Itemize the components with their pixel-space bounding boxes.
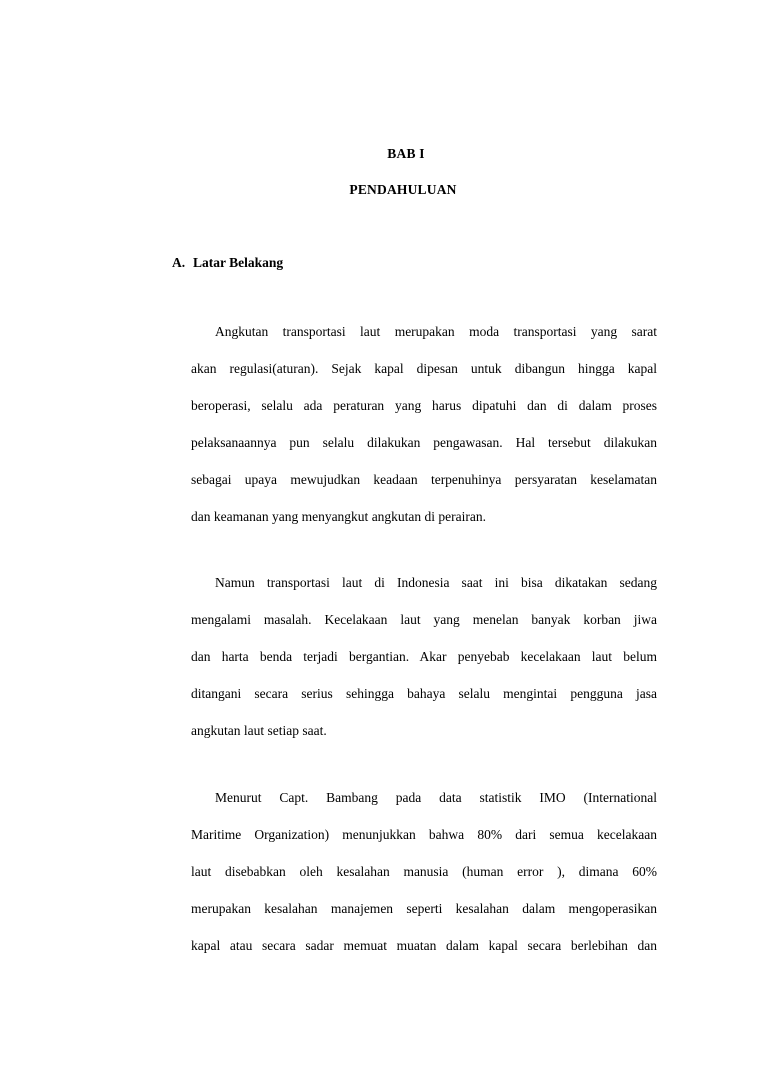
paragraph-line: merupakan kesalahan manajemen seperti kesalahan dalam mengoperasikan [191, 901, 657, 916]
paragraph-line: beroperasi, selalu ada peraturan yang harus dipatuhi dan di dalam proses [191, 398, 657, 413]
paragraph-line: dan keamanan yang menyangkut angkutan di perairan. [191, 509, 487, 524]
paragraph-line: ditangani secara serius sehingga bahaya selalu mengintai pengguna jasa [191, 686, 657, 701]
section-title: Latar Belakang [193, 255, 284, 270]
section-heading [172, 255, 283, 271]
chapter-title: PENDAHULUAN [349, 182, 457, 197]
paragraph-line: laut disebabkan oleh kesalahan manusia (human error ), dimana 60% [191, 864, 657, 879]
paragraph-line: angkutan laut setiap saat. [191, 723, 327, 738]
paragraph-line: pelaksanaannya pun selalu dilakukan pengawasan. Hal tersebut dilakukan [191, 435, 657, 450]
paragraph-line: Menurut Capt. Bambang pada data statistik IMO (International [215, 790, 657, 805]
paragraph-line: Maritime Organization) menunjukkan bahwa 80% dari semua kecelakaan [191, 827, 657, 842]
section-letter: A. [172, 255, 186, 270]
paragraph-line: akan regulasi(aturan). Sejak kapal dipesan untuk dibangun hingga kapal [191, 361, 657, 376]
chapter-number: BAB I [387, 146, 425, 161]
paragraph-line: sebagai upaya mewujudkan keadaan terpenuhinya persyaratan keselamatan [191, 472, 657, 487]
paragraph-line: dan harta benda terjadi bergantian. Akar penyebab kecelakaan laut belum [191, 649, 657, 664]
paragraph-line: Angkutan transportasi laut merupakan moda transportasi yang sarat [215, 324, 657, 339]
paragraph-line: mengalami masalah. Kecelakaan laut yang menelan banyak korban jiwa [191, 612, 657, 627]
paragraph-line: kapal atau secara sadar memuat muatan dalam kapal secara berlebihan dan [191, 938, 657, 953]
paragraph-line: Namun transportasi laut di Indonesia saat ini bisa dikatakan sedang [215, 575, 657, 590]
